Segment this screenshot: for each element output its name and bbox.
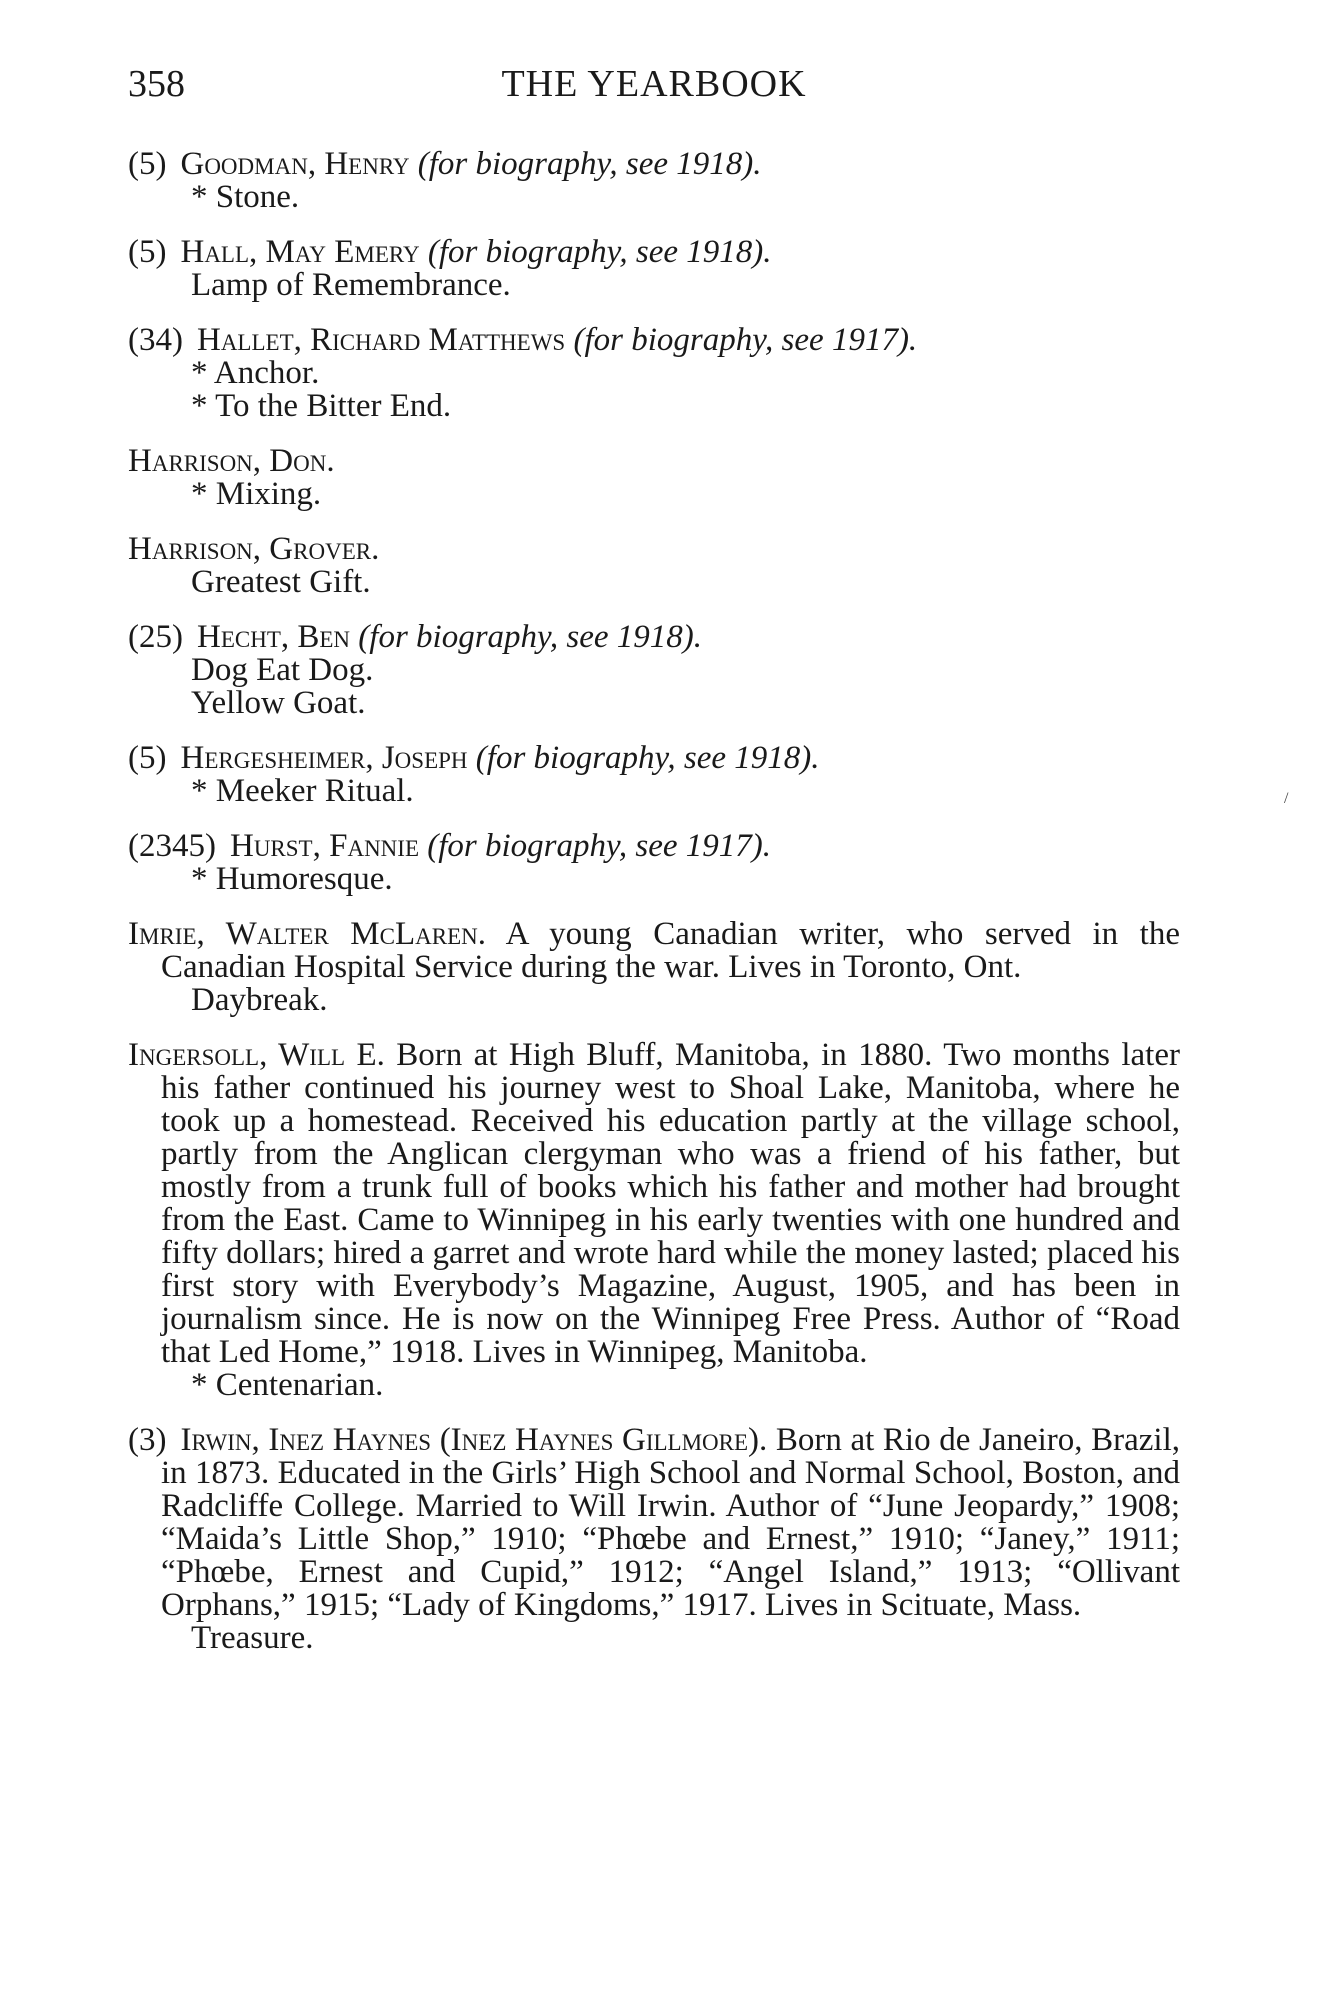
entry-surname: Hergesheimer [180, 740, 366, 776]
entry-given-name: Henry [324, 146, 410, 182]
bio-paragraph [128, 1039, 1180, 1369]
entry-prefix: (5) [128, 234, 167, 270]
entry-surname: Hurst [229, 828, 313, 864]
entry-work: Lamp of Remembrance. [191, 267, 511, 303]
entry-biography-note: (for biography, see 1918). [427, 234, 772, 270]
entry-work: * Meeker Ritual. [191, 773, 414, 809]
entry-prefix: (25) [128, 619, 183, 655]
entry-prefix: (5) [128, 740, 167, 776]
bio-paragraph [128, 918, 1180, 984]
entry-work: * Stone. [191, 179, 300, 215]
running-head: THE YEARBOOK [501, 63, 807, 105]
entry-hallet [128, 324, 1180, 423]
entry-hall [128, 236, 1180, 302]
entry-hecht [128, 621, 1180, 720]
bio-name: Irwin, Inez Haynes (Inez Haynes Gillmore). [180, 1422, 768, 1458]
entry-surname: Hallet [196, 322, 294, 358]
entry-heading: (2345) Hurst, Fannie (for biography, see 1917). [128, 828, 771, 864]
bio-name: Imrie, Walter McLaren. [128, 916, 486, 952]
entry-work: * To the Bitter End. [191, 388, 452, 424]
entry-heading: Harrison, Don. [128, 443, 335, 479]
entry-given-name: May Emery [265, 234, 420, 270]
entry-prefix: (34) [128, 322, 183, 358]
entry-surname: Hall [180, 234, 250, 270]
entry-ingersoll [128, 1039, 1180, 1402]
entry-biography-note: (for biography, see 1918). [358, 619, 703, 655]
entry-heading: (25) Hecht, Ben (for biography, see 1918). [128, 619, 703, 655]
entry-imrie [128, 918, 1180, 1017]
entry-heading: (34) Hallet, Richard Matthews (for biography, see 1917). [128, 322, 918, 358]
entry-given-name: Don. [269, 443, 335, 479]
entry-prefix: (3) [128, 1422, 167, 1458]
bio-text: Born at Rio de Janeiro, Brazil, in 1873. Educated in the Girls’ High School and Normal School, Boston, and Radcliffe College. Married to Will Irwin. Author of “June Jeopardy,” 1908; “Maida’s Little Shop,” 1910; “Phœbe and Ernest,” 1910; “Janey,” 1911; “Phœbe, Ernest and Cupid,” 1912; “Angel Island,” 1913; “Ollivant Orphans,” 1915; “Lady of Kingdoms,” 1917. Lives in Scituate, Mass. [161, 1422, 1180, 1623]
entry-given-name: Joseph [381, 740, 468, 776]
entry-surname: Hecht [196, 619, 281, 655]
bio-text: A young Canadian writer, who served in the Canadian Hospital Service during the war. Lives in Toronto, Ont. [161, 916, 1180, 985]
entry-work: * Mixing. [191, 476, 322, 512]
entry-goodman [128, 148, 1180, 214]
entry-given-name: Richard Matthews [310, 322, 566, 358]
entry-harrison-grover [128, 533, 1180, 599]
entry-biography-note: (for biography, see 1918). [475, 740, 820, 776]
entry-surname: Harrison [128, 443, 253, 479]
entry-given-name: Grover. [269, 531, 380, 567]
entry-work: * Centenarian. [191, 1367, 384, 1403]
entry-work: Dog Eat Dog. [191, 652, 374, 688]
entry-work: * Anchor. [191, 355, 320, 391]
page-number: 358 [128, 63, 185, 105]
entry-heading: (5) Hall, May Emery (for biography, see 1918). [128, 234, 772, 270]
entry-surname: Goodman [180, 146, 308, 182]
entry-surname: Harrison [128, 531, 253, 567]
entry-work: * Humoresque. [191, 861, 393, 897]
entry-given-name: Ben [297, 619, 351, 655]
entry-heading: Harrison, Grover. [128, 531, 380, 567]
entry-work: Daybreak. [191, 982, 328, 1018]
entry-work: Treasure. [191, 1620, 314, 1656]
entry-biography-note: (for biography, see 1917). [573, 322, 918, 358]
entry-hurst [128, 830, 1180, 896]
bio-text: Born at High Bluff, Manitoba, in 1880. Two months later his father continued his journey west to Shoal Lake, Manitoba, where he took up a homestead. Received his education partly at the village school, partly from the Anglican clergyman who was a friend of his father, but mostly from a trunk full of books which his father and mother had brought from the East. Came to Winnipeg in his early twenties with one hundred and fifty dollars; hired a garret and wrote hard while the money lasted; placed his first story with Everybody’s Magazine, August, 1905, and has been in journalism since. He is now on the Winnipeg Free Press. Author of “Road that Led Home,” 1918. Lives in Winnipeg, Manitoba. [161, 1037, 1180, 1370]
entry-prefix: (2345) [128, 828, 216, 864]
entries-list [128, 148, 1180, 1677]
entry-irwin [128, 1424, 1180, 1655]
entry-work: Greatest Gift. [191, 564, 371, 600]
entry-biography-note: (for biography, see 1917). [427, 828, 771, 864]
entry-work: Yellow Goat. [191, 685, 366, 721]
entry-prefix: (5) [128, 146, 167, 182]
entry-hergesheimer [128, 742, 1180, 808]
bio-name: Ingersoll, Will E. [128, 1037, 385, 1073]
entry-heading: (5) Hergesheimer, Joseph (for biography, see 1918). [128, 740, 820, 776]
entry-given-name: Fannie [329, 828, 420, 864]
entry-harrison-don [128, 445, 1180, 511]
page-header [128, 62, 1180, 122]
stray-mark: / [1284, 790, 1289, 807]
entry-heading: (5) Goodman, Henry (for biography, see 1918). [128, 146, 762, 182]
bio-paragraph [128, 1424, 1180, 1622]
entry-biography-note: (for biography, see 1918). [417, 146, 762, 182]
